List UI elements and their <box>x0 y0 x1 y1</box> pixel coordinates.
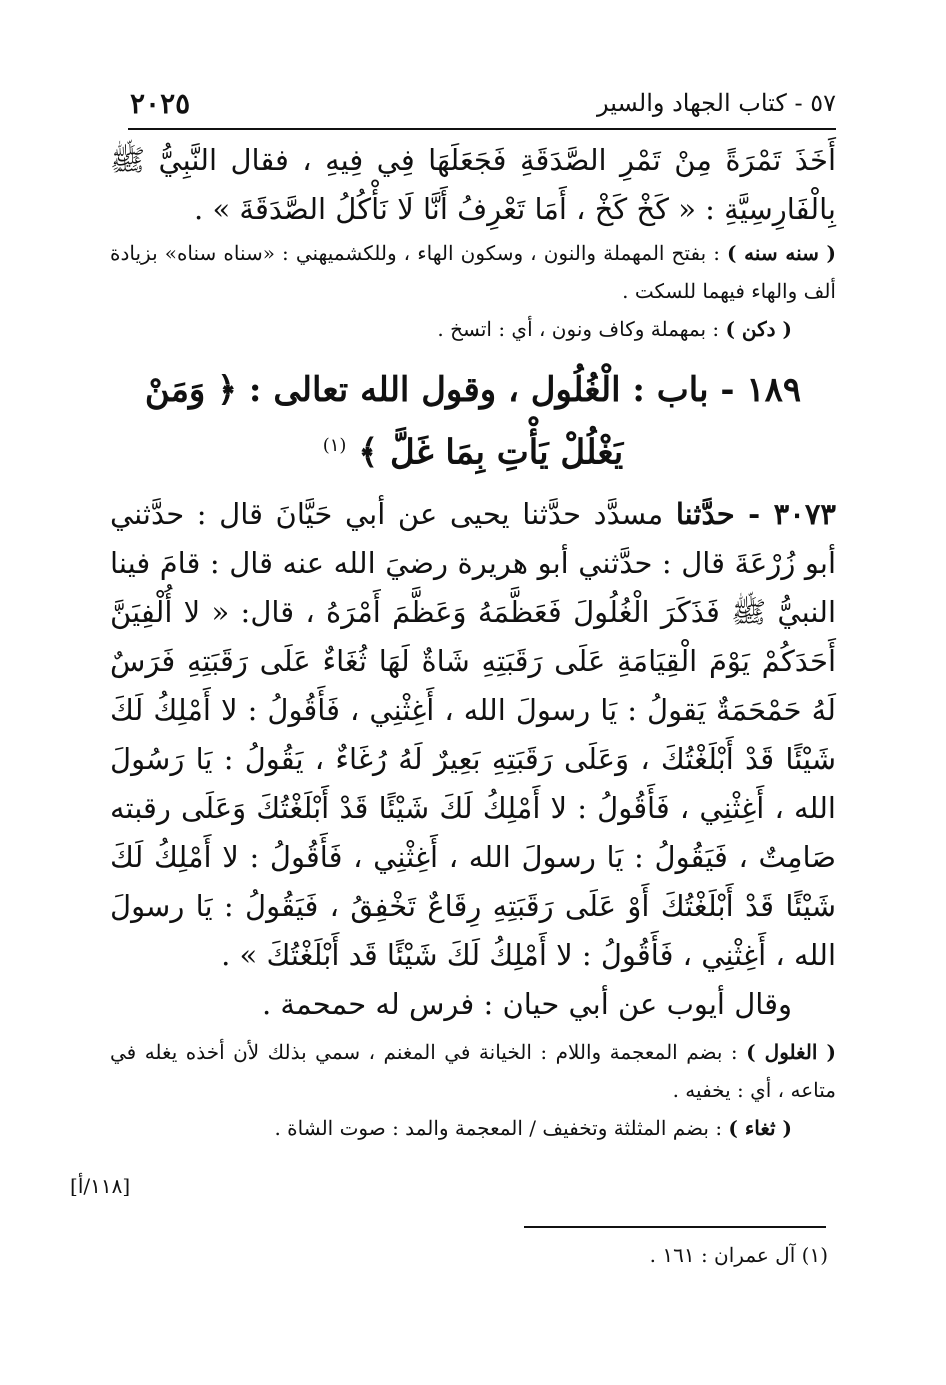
page-header <box>130 78 836 128</box>
note-ghulul <box>110 1033 836 1109</box>
hadith-after: وقال أيوب عن أبي حيان : فرس له حمحمة . <box>261 987 792 1022</box>
footnote-rule <box>524 1226 826 1228</box>
note-term: ( دكن ) <box>725 317 792 341</box>
note-thugha <box>110 1109 836 1147</box>
note-text: : بضم المعجمة واللام : الخيانة في المغنم ، سمي بذلك لأن أخذه يغله في متاعه ، أي : يخفيه . <box>110 1040 836 1103</box>
chapter-heading <box>110 362 836 480</box>
hadith-text <box>110 490 836 980</box>
footnote: (١) آل عمران : ١٦١ . <box>649 1243 828 1267</box>
hadith-number: ٣٠٧٣ - حدَّثنا <box>675 497 836 532</box>
chapter-title: ٥٧ - كتاب الجهاد والسير <box>597 89 836 117</box>
footnote-mark: (١) <box>322 435 347 456</box>
note-sanah <box>110 234 836 310</box>
hadith-body: مسدَّد حدَّثنا يحيى عن أبي حَيَّانَ قال : حدَّثني أبو زُرْعَةَ قال : حدَّثني أبو هريرة رضيَ الله عنه قال : قامَ فينا النبيُّ ﷺ فَذَكَرَ الْغُلُولَ فَعَظَّمَهُ وَعَظَّمَ أَمْرَهُ ، قال: « لا أُلْفِيَنَّ أَحَدَكُمْ يَوْمَ الْقِيَامَةِ عَلَى رَقَبَتِهِ شَاةٌ لَهَا ثُغَاءٌ عَلَى رَقَبَتِهِ فَرَسٌ لَهُ حَمْحَمَةٌ يَقولُ : يَا رسولَ الله ، أَغِثْنِي ، فَأَقُولُ : لا أَمْلِكُ لَكَ شَيْئًا قَدْ أَبْلَغْتُكَ ، وَعَلَى رَقَبَتِهِ بَعِيرٌ لَهُ رُغَاءٌ ، يَقُولُ : يَا رَسُولَ الله ، أَغِثْنِي ، فَأَقُولُ : لا أَمْلِكُ لَكَ شَيْئًا قَدْ أَبْلَغْتُكَ وَعَلَى رقبته صَامِتٌ ، فَيَقُولُ : يَا رسولَ الله ، أَغِثْنِي ، فَأَقُولُ : لا أَمْلِكُ لَكَ شَيْئًا قَدْ أَبْلَغْتُكَ أَوْ عَلَى رَقَبَتِهِ رِقَاعٌ تَخْفِقُ ، فَيَقُولُ : يَا رسولَ الله ، أَغِثْنِي ، فَأَقُولُ : لا أَمْلِكُ لَكَ شَيْئًا قَد أَبْلَغْتُكَ » . <box>110 497 836 973</box>
note-text: : بمهملة وكاف ونون ، أي : اتسخ . <box>437 317 726 341</box>
page-body <box>110 136 836 1147</box>
intro-text: أَخَذَ تَمْرَةً مِنْ تَمْرِ الصَّدَقَةِ فَجَعَلَهَا فِي فِيهِ ، فقال النَّبِيُّ ﷺ بِالْفَارِسِيَّةِ : « كَخْ كَخْ ، أَمَا تَعْرِفُ أَنَّا لَا نَأْكُلُ الصَّدَقَةَ » . <box>110 143 836 226</box>
note-text: : بفتح المهملة والنون ، وسكون الهاء ، وللكشميهني : «سناه سناه» بزيادة ألف والهاء فيهما للسكت . <box>110 241 836 303</box>
note-text: : بضم المثلثة وتخفيف / المعجمة والمد : صوت الشاة . <box>274 1116 729 1141</box>
heading-text: ١٨٩ - باب : الْغُلُول ، وقول الله تعالى : ﴿ وَمَنْ يَغْلُلْ يَأْتِ بِمَا غَلَّ ﴾ <box>144 370 802 473</box>
note-term: ( ثغاء ) <box>728 1116 792 1141</box>
manuscript-reference: [١١٨/أ] <box>70 1174 131 1198</box>
page-number: ٢٠٢٥ <box>130 86 191 120</box>
note-dakin <box>110 310 836 348</box>
header-rule <box>128 128 836 130</box>
note-term: ( سنه سنه ) <box>727 241 836 265</box>
note-term: ( الغلول ) <box>746 1040 836 1065</box>
